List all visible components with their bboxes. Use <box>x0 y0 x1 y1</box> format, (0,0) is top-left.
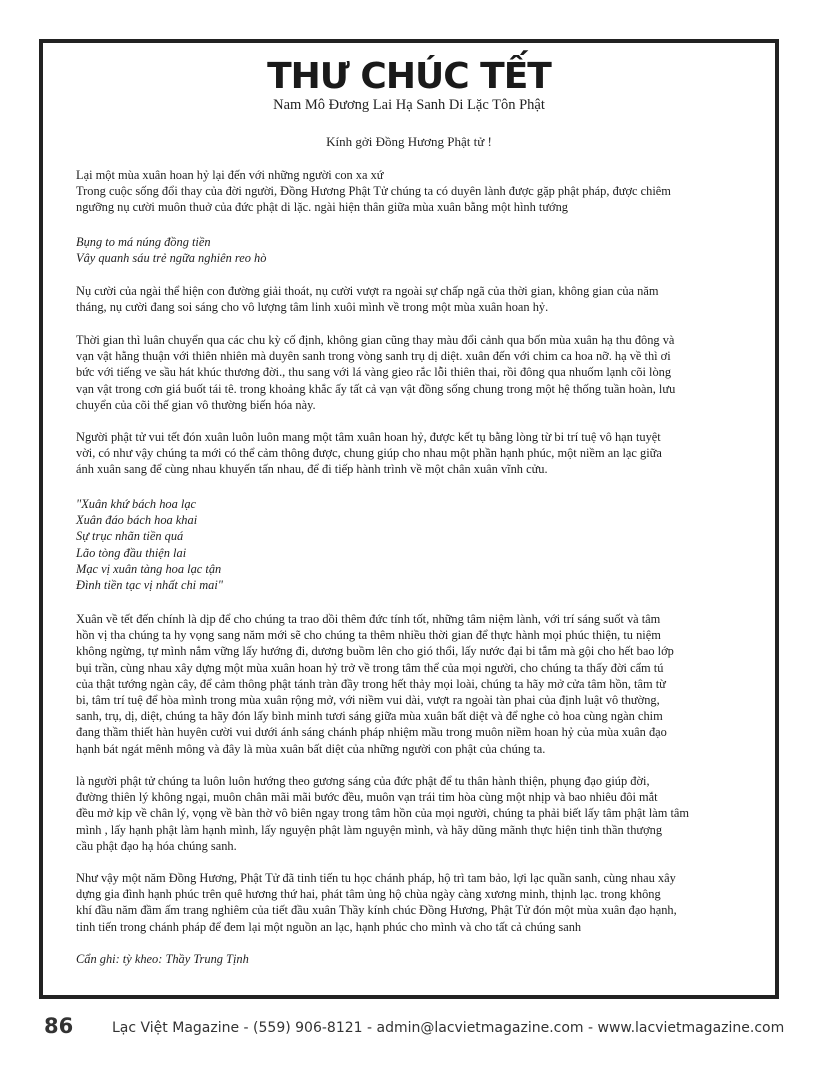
text-line: vạn vật hằng thuận với thiên nhiên mà duyên sanh trong vòng sanh trụ dị diệt. xuân đến với chim ca hoa nỡ. hạ về thì ơi <box>76 349 671 364</box>
text-line: không ngừng, tự mình nắm vững lấy hướng đi, dương buồm lên cho gió thổi, lấy nước đại bi tắm mà gội cho hết bao lớp <box>76 644 674 659</box>
paragraph-smile <box>76 283 756 315</box>
paragraph-wishes <box>76 870 756 935</box>
text-line: đang thầm thiết hàn huyên cười vui dưới ánh sáng chánh pháp nhiệm mầu trong muôn niềm hoan hỷ của mùa xuân đạo <box>76 725 667 740</box>
paragraph-intro <box>76 167 756 216</box>
paragraph-new-year <box>76 611 756 757</box>
text-line: Như vậy một năm Đồng Hương, Phật Tử đã tinh tiến tu học chánh pháp, hộ trì tam bảo, lợi lạc quần sanh, cùng nhau xây <box>76 871 676 885</box>
signature-line: Cẩn ghi: tỳ kheo: Thầy Trung Tịnh <box>76 952 249 966</box>
signature <box>76 951 756 967</box>
text-line: dựng gia đình hạnh phúc trên quê hương thứ hai, phát tâm ủng hộ chùa ngày càng xương minh, thịnh lạc. trong không <box>76 887 661 902</box>
text-line: chuyển của cõi thế gian vô thường biến hóa này. <box>76 397 316 412</box>
text-line: Người phật tử vui tết đón xuân luôn luôn mang một tâm xuân hoan hỷ, được kết tụ bằng lòng từ bi trí tuệ vô hạn tuyệt <box>76 430 661 444</box>
text-line: vạn vật trong cơn giá buốt tái tê. trong khoảng khắc ấy tất cả vạn vật đồng sống chung trong một hệ thống tuần hoàn, lưu <box>76 381 676 396</box>
verse-line: Lão tòng đầu thiện lai <box>76 545 187 560</box>
verse-line: Xuân đáo bách hoa khai <box>76 513 198 528</box>
verse-maitreya <box>76 234 756 266</box>
text-line: sanh, trụ, dị, diệt, chúng ta hãy đón lấy bình minh tươi sáng giữa mùa xuân bất diệt và để nghe cỏ hoa cùng ngàn chim <box>76 709 663 724</box>
text-line: Xuân về tết đến chính là dịp để cho chúng ta trao dồi thêm đức tính tốt, những tâm niệm lành, với trí sáng suốt và tâm <box>76 612 661 626</box>
text-line: đều mở kịp về chân lý, vọng về bàn thờ vô biên ngay trong tâm hồn của mọi người, chúng ta phải biết lấy tâm phật làm tâm <box>76 806 690 821</box>
text-line: Thời gian thì luân chuyển qua các chu kỳ cố định, không gian cũng thay màu đổi cảnh qua bốn mùa xuân hạ thu đông và <box>76 333 675 347</box>
text-line: khí đầu năm đầm ấm trang nghiêm của tiết đầu xuân Thầy kính chúc Đồng Hương, Phật Tử đón một mùa xuân đạo hạnh, <box>76 903 677 918</box>
paragraph-path <box>76 773 756 854</box>
text-line: tháng, nụ cười đang soi sáng cho vô lượng tâm linh xuôi mình về trong một mùa xuân hoan hỷ. <box>76 300 549 315</box>
text-line: đường thiên lý không ngại, muôn chân mãi mãi bước đều, muôn vạn trái tim hòa cùng một nhịp và bao nhiêu đôi mắt <box>76 790 658 805</box>
text-line: hạnh bát ngát mênh mông và đây là mùa xuân bất diệt của những người con phật của chúng ta. <box>76 741 546 756</box>
text-line: hồn vị tha chúng ta hy vọng sang năm mới sẽ cho chúng ta thêm nhiều thời gian để thực hành mọi phúc thiện, tu niệm <box>76 628 661 643</box>
verse-line: Bụng to má núng đồng tiền <box>76 235 211 249</box>
verse-spring <box>76 496 756 593</box>
text-line: bức với tiếng ve sầu hát khúc thương đời., thu sang với lá vàng gieo rắc lỗi thiên thai, rồi đông qua nhuốm lạnh cõi lòng <box>76 365 672 380</box>
text-line: ngưỡng nụ cười muôn thuở của đức phật di lặc. ngài hiện thân giữa mùa xuân bằng một hình tướng <box>76 200 568 215</box>
text-line: Lại một mùa xuân hoan hỷ lại đến với những người con xa xứ <box>76 168 384 182</box>
text-line: là người phật tử chúng ta luôn luôn hướng theo gương sáng của đức phật để tu thân hành thiện, phụng đạo giúp đời, <box>76 774 650 788</box>
footer-contact-info: Lạc Việt Magazine - (559) 906-8121 - admin@lacvietmagazine.com - www.lacvietmagazine.com <box>112 1020 785 1036</box>
paragraph-buddhist <box>76 429 756 478</box>
article-frame <box>39 39 779 999</box>
text-line: vời, có như vậy chúng ta mới có thể cảm thông được, chung giúp cho nhau một phần hạnh phúc, một niềm an lạc giữa <box>76 446 662 461</box>
text-line: cầu phật đạo hạ hóa chúng sanh. <box>76 838 237 853</box>
text-line: bi, tâm trí tuệ để hòa mình trong mùa xuân rộng mở, với niềm vui dài, vượt ra ngoài tàn phai của định luật vô thường, <box>76 693 660 708</box>
text-line: tinh tiến trong chánh pháp để đem lại một nguồn an lạc, hạnh phúc cho mình và cho tất cả chúng sanh <box>76 919 582 934</box>
text-line: mình , lấy hạnh phật làm hạnh mình, lấy nguyện phật làm nguyện mình, và hãy dũng mãnh thực hiện tinh thần thượng <box>76 822 663 837</box>
greeting: Kính gởi Đồng Hương Phật tử ! <box>326 134 492 149</box>
text-line: Trong cuộc sống đổi thay của đời người, Đồng Hương Phật Tử chúng ta có duyên lành được gặp phật pháp, được chiêm <box>76 184 671 199</box>
article-subtitle: Nam Mô Đương Lai Hạ Sanh Di Lặc Tôn Phật <box>273 97 545 113</box>
verse-line: Mạc vị xuân tàng hoa lạc tận <box>76 561 222 576</box>
text-line: của thật tướng ngàn cây, để cảm thông phật tánh tràn đầy trong hết thảy mọi loài, chúng ta hãy mở cửa tâm hồn, tâm từ <box>76 676 666 691</box>
verse-line: "Xuân khứ bách hoa lạc <box>76 497 197 511</box>
verse-line: Đình tiền tạc vị nhất chi mai" <box>76 578 223 593</box>
verse-line: Sự trục nhãn tiền quá <box>76 529 184 544</box>
text-line: ánh xuân sang để cùng nhau khuyến tấn nhau, để đi tiếp hành trình về một chân xuân vĩnh cửu. <box>76 462 548 477</box>
text-line: bụi trần, cùng nhau xây dựng một mùa xuân hoan hỷ trở về trong tâm thể của mọi người, cho chúng ta thấy đời cẩm tú <box>76 660 664 675</box>
verse-line: Vây quanh sáu trẻ ngữa nghiên reo hò <box>76 251 267 266</box>
page-number: 86 <box>44 1014 74 1038</box>
paragraph-seasons <box>76 332 756 413</box>
text-line: Nụ cười của ngài thể hiện con đường giải thoát, nụ cười vượt ra ngoài sự chấp ngã của thời gian, không gian của năm <box>76 284 659 298</box>
article-title: THƯ CHÚC TẾT <box>267 56 551 97</box>
